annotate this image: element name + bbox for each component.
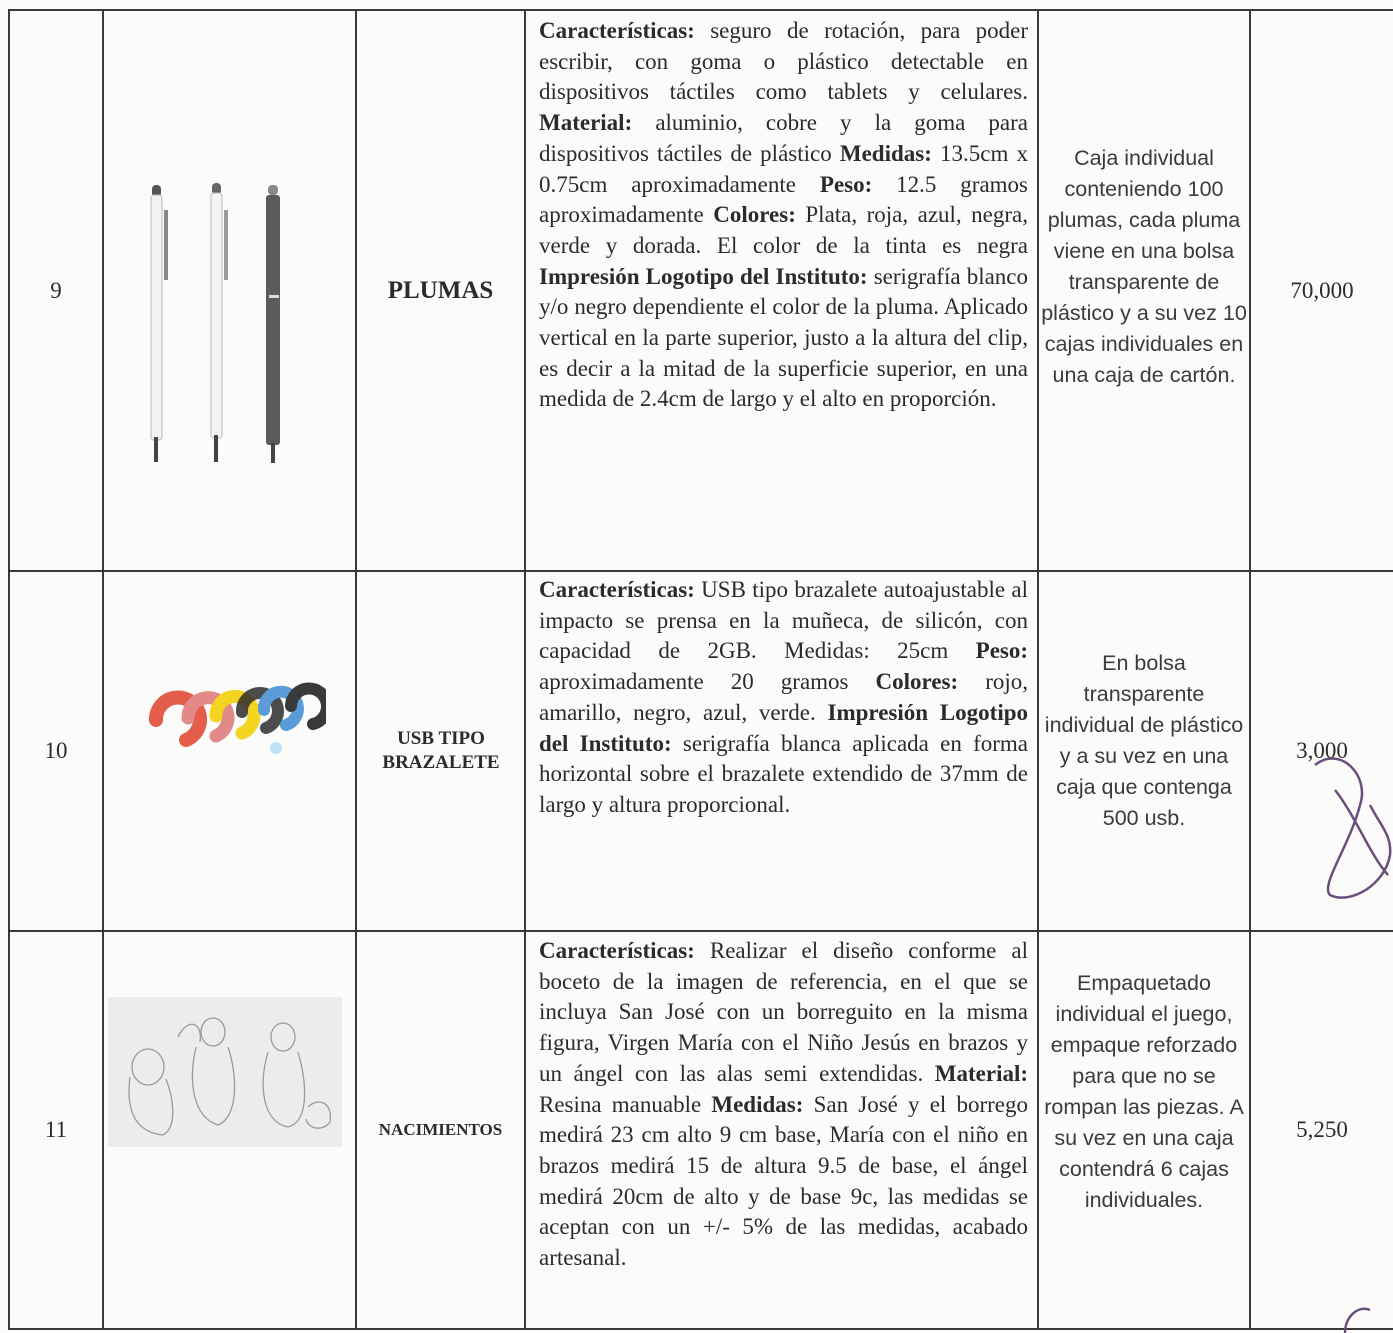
description-text: Realizar el diseño conforme al boceto de la imagen de referencia, en el que se incluya San José con un borreguito en la misma figura, Virgen María con el Niño Jesús en brazos y un ángel con las alas semi extendidas. [539,938,1028,1086]
row-number: 11 [44,1117,68,1142]
description-text: 13.5cm x 0.75cm aproximadamente [539,140,1028,197]
column-divider [524,9,526,1330]
description-text: rojo, amarillo, negro, azul, verde. [539,669,1029,725]
quantity: 70,000 [1290,277,1354,303]
description-label: Características: [539,18,695,43]
product-description [539,575,1028,821]
usb-bracelets-icon [126,680,326,760]
row-number: 9 [50,277,62,303]
description-label: Material: [934,1060,1029,1086]
table-border-bottom [8,1328,1393,1330]
handwritten-signature-icon [1300,745,1393,905]
row-divider [8,570,1393,572]
product-description [539,936,1028,1274]
product-description [539,16,1028,415]
row-divider [8,930,1393,932]
product-name: USB TIPO BRAZALETE [382,728,500,773]
quantity: 3,000 [1296,738,1348,763]
description-text: USB tipo brazalete autoajustable al impacto se prensa en la muñeca, de silicón, con capacidad de 2GB. [539,577,1029,664]
row-number: 10 [44,738,68,763]
description-label: Características: [539,577,695,602]
description-text: Resina manuable [539,1091,702,1117]
description-label: Medidas: [711,1091,804,1117]
description-text: seguro de rotación, para poder escribir, con goma o plástico detectable en dispositivos táctiles como tablets y celulares. [539,18,1028,105]
quantity: 5,250 [1296,1117,1348,1142]
packaging-text: Empaquetado individual el juego, empaque reforzado para que no se rompan las piezas. A su vez en una caja contendrá 6 cajas individuales. [1044,971,1244,1212]
description-label: Colores: [875,669,959,695]
packaging-text: En bolsa transparente individual de plástico y a su vez en una caja que contenga 500 usb. [1044,651,1244,830]
description-label: Material: [539,110,633,136]
description-label: Características: [539,938,695,963]
description-text: Plata, roja, azul, negra, verde y dorada. El color de la tinta es negra [539,202,1029,258]
table-border-top [8,9,1393,11]
description-label: Impresión Logotipo del Instituto: [539,263,868,289]
description-text: aluminio, cobre y la goma para dispositivos táctiles de plástico [539,110,1029,166]
nativity-sketch-icon [108,997,342,1147]
pens-icon [130,175,310,470]
handwritten-mark-icon [1340,1300,1380,1333]
product-name: PLUMAS [387,276,494,304]
description-label: Impresión Logotipo del Instituto: [539,699,1029,756]
product-name: NACIMIENTOS [378,1120,503,1140]
description-text: serigrafía blanco y/o negro dependiente el color de la pluma. Aplicado vertical en la parte superior, justo a la altura del clip, es decir a la mitad de la superficie superior, en una medida de 2.4cm de largo y el alto en proporción. [539,263,1029,412]
column-divider [1037,9,1039,1330]
description-label: Medidas: [839,140,932,166]
column-divider [102,9,104,1330]
description-label: Peso: [975,638,1029,664]
description-text: 12.5 gramos aproximadamente [539,171,1028,228]
description-label: Colores: [713,202,796,228]
description-text: Medidas: 25cm [784,638,949,664]
packaging-text: Caja individual conteniendo 100 plumas, cada pluma viene en una bolsa transparente de plástico y a su vez 10 cajas individuales en una caja de cartón. [1041,146,1247,387]
description-text: serigrafía blanca aplicada en forma horizontal sobre el brazalete extendido de 37mm de largo y altura proporcional. [539,730,1028,817]
description-text: San José y el borrego medirá 23 cm alto 9 cm base, María con el niño en brazos medirá 15 de altura 9.5 de base, el ángel medirá 20cm de alto y de base 9c, las medidas se aceptan con un +/- 5% de las medidas, acabado artesanal. [539,1091,1029,1271]
description-label: Peso: [819,171,873,197]
description-text: aproximadamente 20 gramos [539,669,849,695]
